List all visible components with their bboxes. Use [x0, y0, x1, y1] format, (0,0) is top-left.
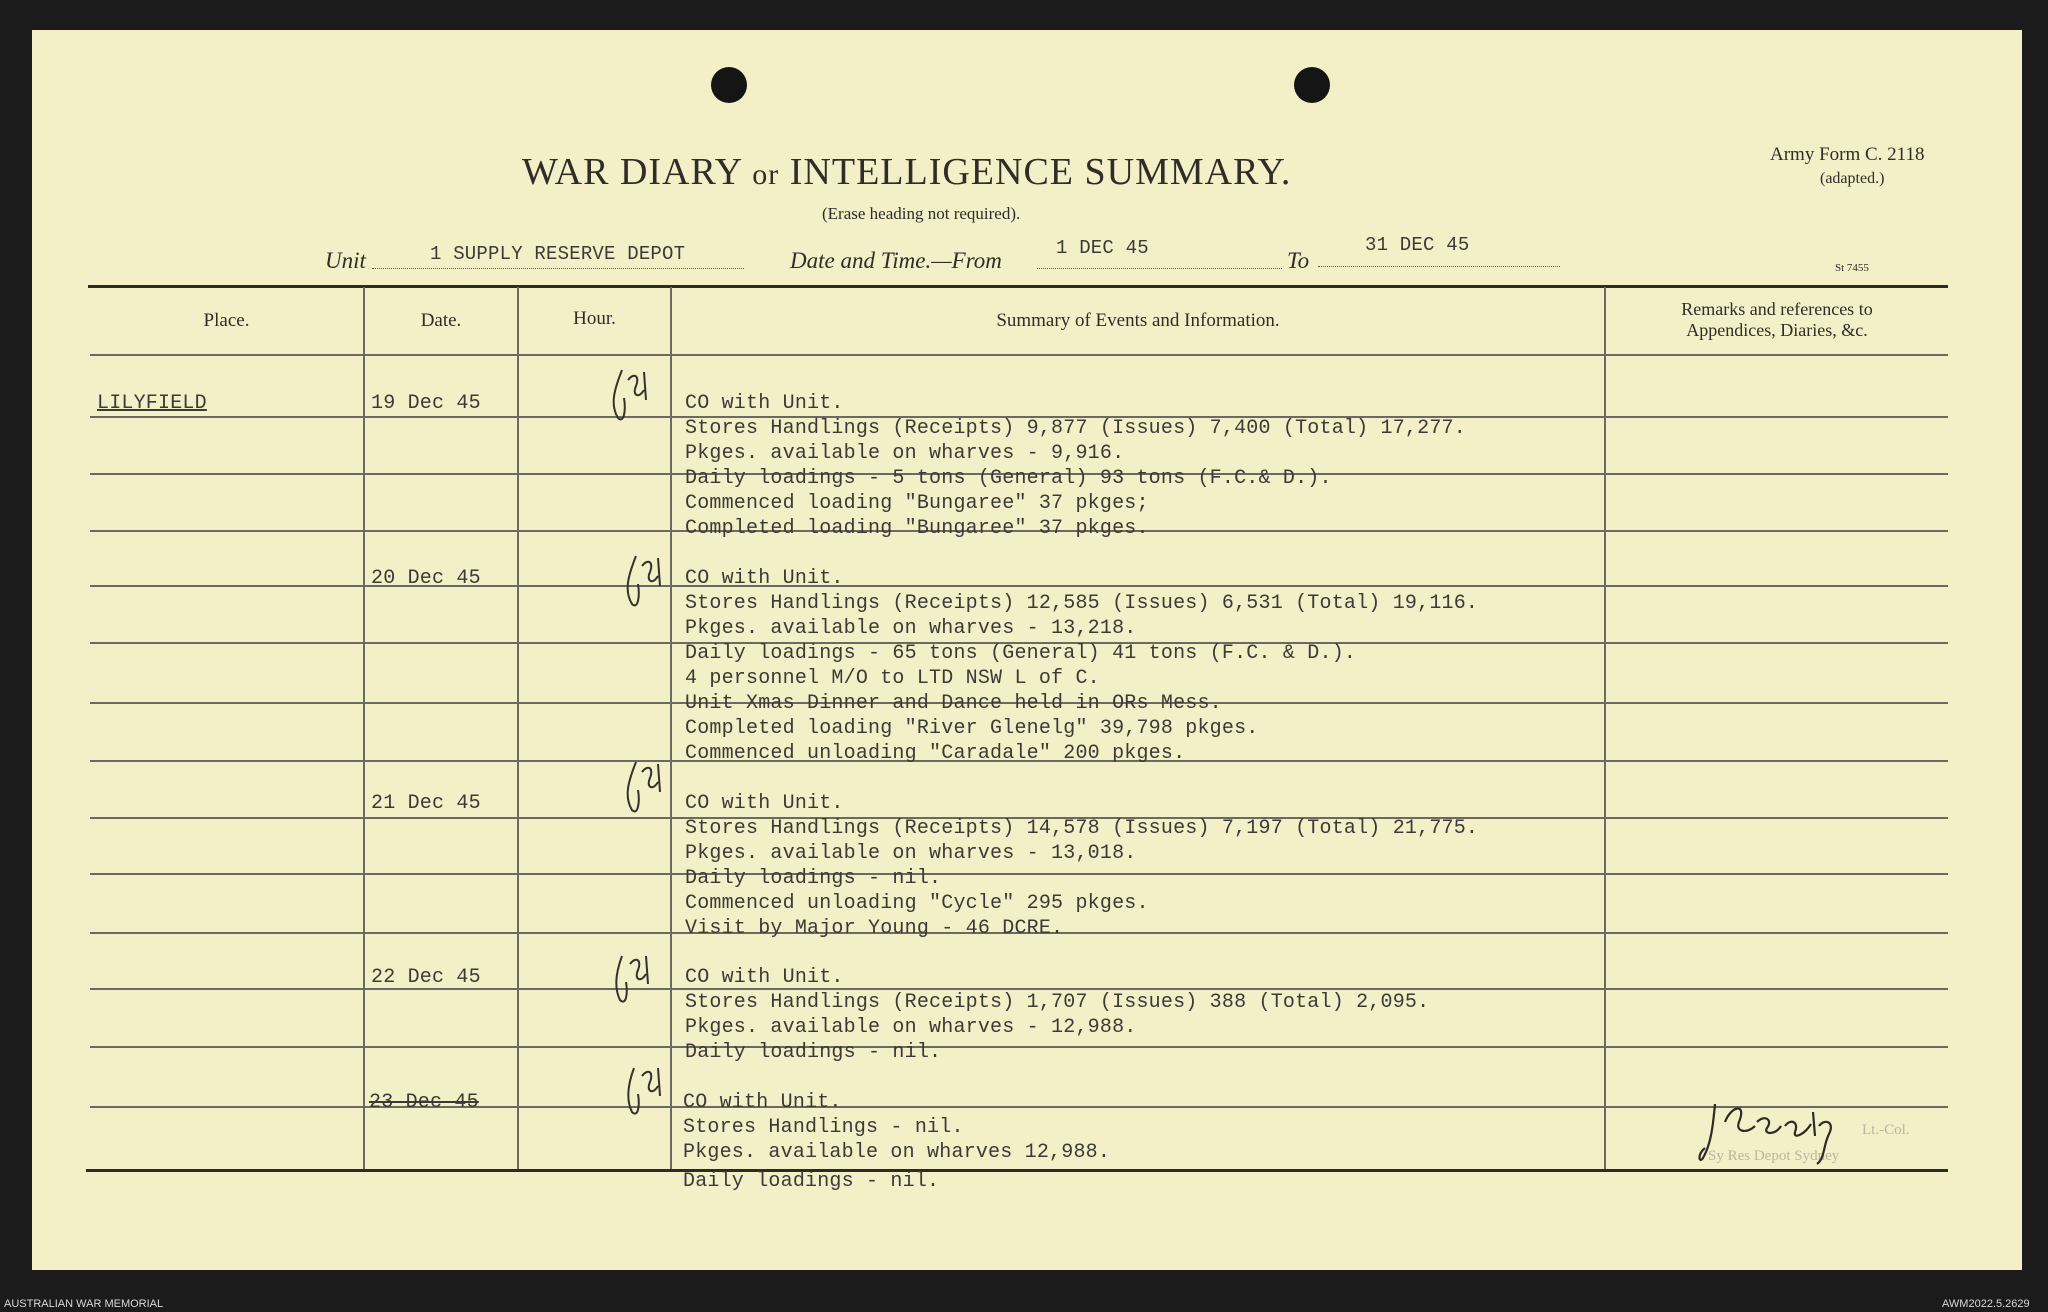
entry-date: 20 Dec 45: [371, 567, 481, 590]
summary-line: Stores Handlings (Receipts) 14,578 (Issues) 7,197 (Total) 21,775.: [685, 817, 1479, 840]
summary-line: CO with Unit.: [685, 792, 844, 815]
summary-line: Visit by Major Young - 46 DCRE.: [685, 917, 1064, 940]
commanding-officer-signature: [1695, 1092, 1875, 1172]
unit-dotted-line: [372, 268, 744, 269]
summary-line: Unit Xmas Dinner and Dance held in ORs Mess.: [685, 692, 1222, 715]
footer-source: AUSTRALIAN WAR MEMORIAL: [4, 1298, 164, 1310]
column-header-remarks-line1: Remarks and references to: [1681, 299, 1873, 319]
title-war-diary: WAR DIARY: [522, 151, 742, 193]
summary-line: Pkges. available on wharves - 12,988.: [685, 1016, 1137, 1039]
column-header-hour: Hour.: [573, 308, 616, 329]
summary-line: Daily loadings - 65 tons (General) 41 tons (F.C. & D.).: [685, 642, 1357, 665]
summary-line: CO with Unit.: [683, 1091, 842, 1114]
table-top-rule: [88, 285, 1948, 288]
stamp-rank: Lt.-Col.: [1862, 1122, 1910, 1138]
summary-line: Daily loadings - nil.: [685, 867, 942, 890]
summary-line: Daily loadings - nil.: [685, 1041, 942, 1064]
column-header-date: Date.: [420, 310, 462, 331]
initials-signature: [614, 1060, 674, 1122]
army-form-adapted: (adapted.): [1820, 170, 1885, 187]
entry-date: 22 Dec 45: [371, 966, 481, 989]
summary-line: Pkges. available on wharves - 9,916.: [685, 442, 1125, 465]
column-divider: [517, 287, 519, 1169]
title-or: or: [752, 158, 780, 191]
column-header-remarks-line2: Appendices, Diaries, &c.: [1686, 320, 1868, 340]
summary-line: Completed loading "River Glenelg" 39,798 pkges.: [685, 717, 1259, 740]
summary-line: Stores Handlings (Receipts) 9,877 (Issues) 7,400 (Total) 17,277.: [685, 417, 1466, 440]
punch-hole: [1294, 67, 1330, 103]
summary-line: Daily loadings - 5 tons (General) 93 tons (F.C.& D.).: [685, 467, 1332, 490]
title-intelligence-summary: INTELLIGENCE SUMMARY.: [789, 151, 1292, 193]
initials-signature: [614, 546, 674, 616]
summary-line: 4 personnel M/O to LTD NSW L of C.: [685, 667, 1100, 690]
header-row-rule: [90, 354, 1948, 356]
summary-line: Commenced loading "Bungaree" 37 pkges;: [685, 492, 1149, 515]
footer-reference: AWM2022.5.2629: [1942, 1298, 2030, 1310]
entry-date: 19 Dec 45: [371, 392, 481, 415]
punch-hole: [711, 67, 747, 103]
heading-note: (Erase heading not required).: [822, 204, 1021, 223]
summary-line: CO with Unit.: [685, 966, 844, 989]
column-header-place: Place.: [203, 310, 250, 331]
stock-number: St 7455: [1835, 262, 1869, 274]
summary-line: Stores Handlings - nil.: [683, 1116, 964, 1139]
date-time-label: Date and Time.—From: [790, 248, 1002, 273]
place-value: LILYFIELD: [97, 392, 207, 415]
column-divider: [670, 287, 672, 1169]
summary-line: Daily loadings - nil.: [683, 1170, 940, 1193]
unit-label: Unit: [325, 248, 366, 273]
table-bottom-rule: [86, 1169, 1948, 1172]
row-rule: [90, 1046, 1948, 1048]
summary-line: CO with Unit.: [685, 392, 844, 415]
entry-date: 23 Dec 45: [369, 1091, 479, 1114]
initials-signature: [600, 360, 660, 430]
from-dotted-line: [1037, 268, 1282, 269]
summary-line: Pkges. available on wharves - 13,218.: [685, 617, 1137, 640]
summary-line: Commenced unloading "Cycle" 295 pkges.: [685, 892, 1149, 915]
entry-date: 21 Dec 45: [371, 792, 481, 815]
army-form-number: Army Form C. 2118: [1770, 144, 1925, 165]
summary-line: Completed loading "Bungaree" 37 pkges.: [685, 517, 1149, 540]
stamp-unit: Sy Res Depot Sydney: [1708, 1148, 1840, 1164]
initials-signature: [614, 752, 674, 822]
summary-line: Pkges. available on wharves 12,988.: [683, 1141, 1111, 1164]
unit-value: 1 SUPPLY RESERVE DEPOT: [430, 243, 686, 265]
page-title: [522, 150, 1291, 194]
row-rule: [90, 873, 1948, 875]
summary-line: Stores Handlings (Receipts) 12,585 (Issues) 6,531 (Total) 19,116.: [685, 592, 1479, 615]
summary-line: Commenced unloading "Caradale" 200 pkges.: [685, 742, 1186, 765]
to-label: To: [1287, 248, 1310, 273]
column-divider: [1604, 287, 1606, 1169]
column-header-summary: Summary of Events and Information.: [996, 310, 1280, 331]
row-rule: [90, 988, 1948, 990]
from-value: 1 DEC 45: [1056, 237, 1149, 259]
summary-line: Pkges. available on wharves - 13,018.: [685, 842, 1137, 865]
summary-line: Stores Handlings (Receipts) 1,707 (Issues) 388 (Total) 2,095.: [685, 991, 1430, 1014]
column-divider: [363, 287, 365, 1169]
row-rule: [90, 585, 1948, 587]
summary-line: CO with Unit.: [685, 567, 844, 590]
to-dotted-line: [1318, 266, 1560, 267]
initials-signature: [602, 948, 662, 1010]
to-value: 31 DEC 45: [1365, 234, 1470, 256]
